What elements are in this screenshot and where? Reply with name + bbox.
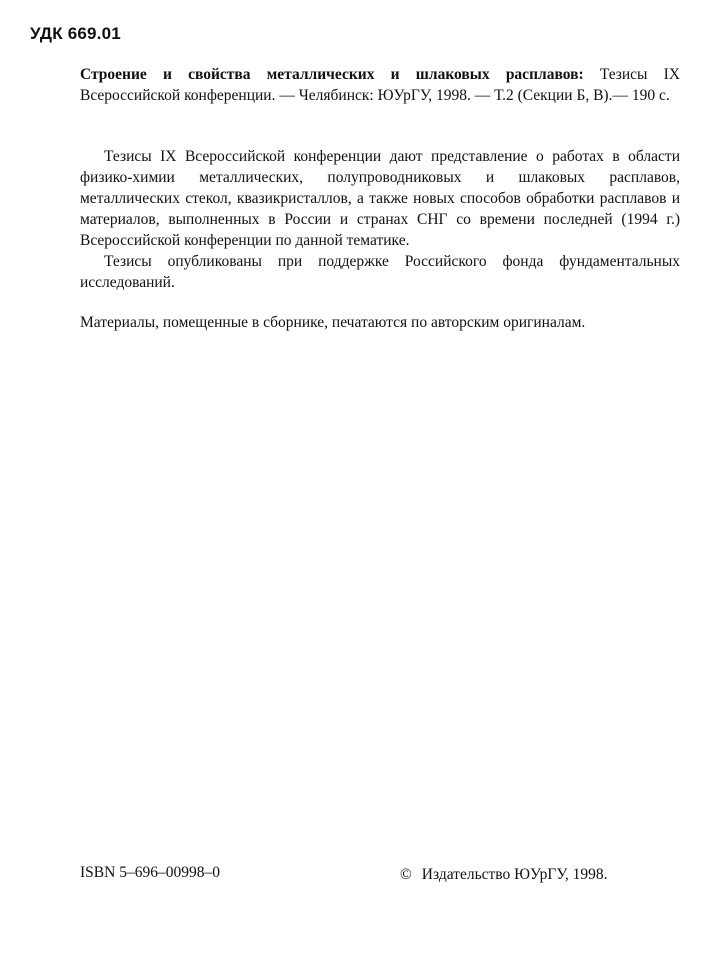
copyright-line: [400, 866, 607, 884]
abstract-paragraph-2: Тезисы опубликованы при поддержке Российского фонда фундаментальных исследований.: [80, 253, 680, 291]
copyright-text: Издательство ЮУрГУ, 1998.: [421, 866, 608, 883]
copyright-symbol: ©: [400, 866, 412, 883]
book-title: Строение и свойства металлических и шлаковых расплавов:: [80, 66, 584, 83]
bibliographic-description: [80, 64, 680, 106]
bibliographic-details: Тезисы IX Всероссийской конференции. — Челябинск: ЮУрГУ, 1998. — Т.2 (Секции Б, В).— 190 с.: [80, 66, 681, 104]
udk-code: УДК 669.01: [30, 24, 121, 43]
isbn: ISBN 5–696–00998–0: [80, 864, 220, 881]
materials-note: Материалы, помещенные в сборнике, печатаются по авторским оригиналам.: [80, 314, 586, 331]
abstract-paragraph-1: Тезисы IX Всероссийской конференции дают представление о работах в области физико-химии металлических, полупроводниковых и шлаковых расплавов, металлических стекол, квазикристаллов, а также новых способов обработки расплавов и материалов, выполненных в России и странах СНГ со времени последней (1994 г.) Всероссийской конференции по данной тематике.: [80, 148, 680, 249]
abstract: [80, 146, 680, 293]
